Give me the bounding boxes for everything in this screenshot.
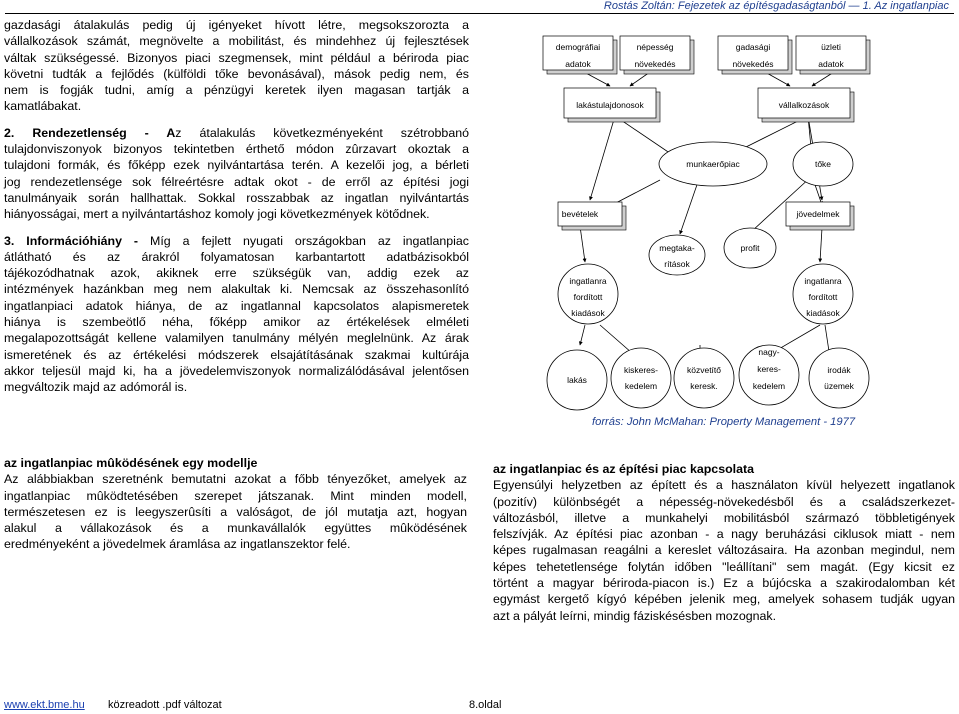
footer-note: közreadott .pdf változat — [108, 699, 222, 711]
ellipse-kozvetito — [674, 348, 734, 408]
section-3-line: átlátható és az árakról folyamatosan karbantartott adatbázisokból — [4, 249, 469, 264]
megtakaritasok-label: rítások — [664, 259, 690, 269]
body-line: (pozitív) különbségét a népesség-növekedésből és a családszerkezet- — [493, 494, 955, 509]
page-number: 8.oldal — [469, 699, 502, 711]
body-line: természetesen ez is leegyszerûsíti a valóságot, de jól mutatja azt, hogyan — [4, 504, 467, 519]
body-line: felszívják. Az építési piac azonban - a nagy beruházási ciklusok miatt - nem — [493, 527, 955, 542]
section-2-line: tulajdoni formák, és főképp ezek nyilvántartása terén. A kezelői jog, a bérleti — [4, 158, 469, 173]
toke-label: tőke — [814, 159, 832, 169]
ingatlanra-right-label: fordított — [808, 292, 838, 302]
card-jovedelmek — [786, 202, 854, 230]
nagykereskedelem-label: nagy- — [758, 347, 780, 357]
section-3-line: akkor teljesül majd ki, ha a jövedelemviszonyok normalizálódásával jelentősen — [4, 363, 469, 378]
nagykereskedelem-label: kedelem — [752, 381, 786, 391]
section-2-line: jog rendezetlensége sok félreértésre adtak okot - de erről az építési jogi — [4, 174, 469, 189]
body-line: ingatlanpiac mûködtetésében szerepet játszanak. Mint minden modell, — [4, 488, 467, 503]
body-line: képes rugalmasan reagálni a kereslet változásaira. Ha azonban megindul, nem — [493, 543, 955, 558]
section-2-line: hiányosságai, mert a nyilvántartáshoz komoly jogi következmények kötődnek. — [4, 207, 430, 222]
card-label: adatok — [818, 59, 844, 69]
card-label: gadasági — [735, 42, 771, 52]
card-label: demográfiai — [555, 42, 601, 52]
irodak-label: üzemek — [824, 381, 854, 391]
body-line: Az alábbiakban szeretnénk bemutatni azokat a főbb tényezőket, amelyek az — [4, 472, 467, 487]
card-lakastulajdonosok — [564, 88, 660, 122]
nagykereskedelem-label: keres- — [757, 364, 781, 374]
ingatlanra-left-label: kiadások — [571, 308, 605, 318]
ellipse-irodak-uzemek — [809, 348, 869, 408]
card-label: növekedés — [634, 59, 676, 69]
card-label: bevételek — [561, 209, 599, 219]
intro-line: vállalkozások számát, megnövelte a mobilitást, és mindehhez új fejlesztések — [4, 34, 469, 49]
section-3-line: Míg a fejlett nyugati országokban az ingatlanpiac — [138, 233, 469, 248]
section-3-line: megváltozik majd az adómorál is. — [4, 380, 188, 395]
right-column-bottom — [493, 461, 955, 624]
section-3-line: tájékozódhatnak azok, akiknek erre szükségük van, addig ezek az — [4, 266, 469, 281]
section-2-line: tanulmányaik során hallhattak. Sokkal rosszabbak az ingatlan nyilvántartás — [4, 190, 469, 205]
kozvetito-label: keresk. — [690, 381, 718, 391]
body-line: Egyensúlyi helyzetben az épített és a használaton kívül helyezett ingatlanok — [493, 478, 955, 493]
intro-line: követni tudták a fejlődés (külföldi tőke bevonásával), mások pedig nem, és — [4, 66, 469, 81]
profit-label: profit — [740, 243, 760, 253]
card-uzleti-adatok — [796, 36, 870, 74]
card-demografiai-adatok — [543, 36, 617, 74]
card-gazdasagi-novekedes — [718, 36, 792, 74]
section-3-title: 3. Információhiány - — [4, 233, 139, 248]
section-title: az ingatlanpiac mûködésének egy modellje — [4, 456, 258, 470]
section-3-line: ismeretének és az értékelési módszerek elsajátításának szakmai kultúrája — [4, 347, 469, 362]
page-header: Rostás Zoltán: Fejezetek az építésgadaságtanból — 1. Az ingatlanpiac — [603, 0, 949, 12]
ellipse-kiskereskedelem — [611, 348, 671, 408]
footer-website-link[interactable]: www.ekt.bme.hu — [4, 699, 85, 711]
section-title: az ingatlanpiac és az építési piac kapcsolata — [493, 462, 755, 476]
card-label: adatok — [565, 59, 591, 69]
card-label: népesség — [636, 42, 674, 52]
body-line: azt a pályát leírni, mindig fáziskésésben mozognak. — [493, 608, 777, 623]
left-column-bottom — [4, 455, 467, 553]
section-2-title: 2. Rendezetlenség - A — [4, 125, 176, 140]
header-rule — [5, 13, 954, 14]
body-line: változásból, illetve a munkahelyi mobilitásból származó többletigények — [493, 510, 955, 525]
section-3-line: ingatlanpiaci adatok hiánya, de az ingatlannal kapcsolatos alapismeretek — [4, 298, 469, 313]
left-column-top — [4, 17, 469, 396]
body-line: eredményeként a jövedelmek áramlása az ingatlanszektor felé. — [4, 537, 351, 552]
diagram-source: forrás: John McMahan: Property Management - 1977 — [592, 416, 856, 428]
kiskereskedelem-label: kiskeres- — [623, 365, 659, 375]
section-3-line: hiánya is szembeötlő néha, főképp amikor az értékelések elméleti — [4, 315, 469, 330]
irodak-label: irodák — [827, 365, 851, 375]
section-3-first-line — [4, 233, 469, 249]
body-line: alakul a vállakozások és a munkavállalók együttes mûködésének — [4, 521, 467, 536]
card-nepesseg-novekedes — [620, 36, 694, 74]
section-2-first-line — [4, 125, 469, 141]
card-bevetelek — [558, 202, 626, 230]
munkaeropiac-label: munkaerőpiac — [686, 159, 740, 169]
card-label: lakástulajdonosok — [576, 100, 644, 110]
section-3-line: megalapozottságát kellene valamilyen tanulmány mélyén meglelnünk. Az árak — [4, 331, 469, 346]
card-vallalkozasok — [758, 88, 854, 122]
intro-line: kamatlábakat. — [4, 99, 82, 114]
ingatlanra-right-label: kiadások — [806, 308, 840, 318]
section-2-line: z átalakulás következményeként szétrobbanó — [175, 125, 469, 140]
ingatlanra-right-label: ingatlanra — [804, 276, 842, 286]
megtakaritasok-label: megtaka- — [659, 243, 695, 253]
intro-line: nem is fogják tudni, amíg a pénzügyi keretek ilyen magasan tartják a — [4, 83, 469, 98]
card-label: jövedelmek — [796, 209, 840, 219]
ingatlanra-left-label: ingatlanra — [569, 276, 607, 286]
kozvetito-label: közvetítő — [686, 365, 722, 375]
body-line: történt a magyar bériroda-piacon is.) Ez a bújócska a szakirodalomban két — [493, 576, 955, 591]
ingatlanra-left-label: fordított — [573, 292, 603, 302]
ellipse-megtakaritasok — [649, 235, 705, 275]
lakas-label: lakás — [567, 375, 587, 385]
card-label: növekedés — [732, 59, 774, 69]
body-line: képes tehetetlensége folytán időben "leállítani" sem magát. (Egy kicsit ez — [493, 559, 955, 574]
section-3-line: intézmények hazánkban meg nem alakultak ki. Nemcsak az összehasonlító — [4, 282, 469, 297]
section-2-line: tulajdonviszonyok bizonyos tekintetben érthető módon zûrzavart okoztak a — [4, 142, 469, 157]
intro-line: váltak szükségessé. Bizonyos piaci szegmensek, mint például a bériroda piac — [4, 50, 469, 65]
kiskereskedelem-label: kedelem — [624, 381, 658, 391]
real-estate-flow-diagram — [540, 30, 935, 412]
body-line: egymást kergető kígyó képében jelenik meg, amelyek sohasem tudják ugyan — [493, 592, 955, 607]
card-label: üzleti — [821, 42, 841, 52]
card-label: vállalkozások — [778, 100, 830, 110]
intro-line: gazdasági átalakulás pedig új igényeket hívott létre, megsokszorozta a — [4, 18, 469, 32]
